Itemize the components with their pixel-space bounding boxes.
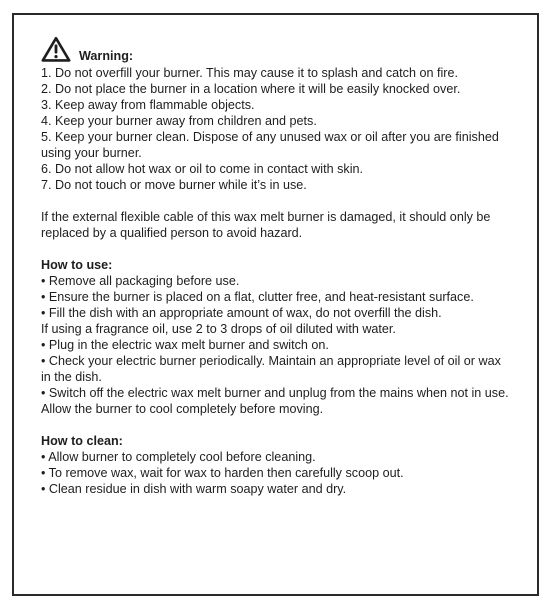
warning-item: 6. Do not allow hot wax or oil to come in contact with skin.: [41, 162, 363, 176]
cable-note: If the external flexible cable of this wax melt burner is damaged, it should only be replaced by a qualified person to avoid hazard.: [41, 210, 491, 240]
warning-title: Warning:: [79, 49, 134, 63]
warning-item: 2. Do not place the burner in a location where it will be easily knocked over.: [41, 82, 461, 96]
how-to-clean-title: How to clean:: [41, 434, 123, 448]
how-to-clean-section: [41, 433, 511, 497]
warning-header: [41, 35, 511, 62]
warning-triangle-icon: [41, 36, 71, 62]
how-to-use-item: If using a fragrance oil, use 2 to 3 drops of oil diluted with water.: [41, 322, 396, 336]
warning-list: [41, 65, 511, 193]
how-to-clean-item: • Clean residue in dish with warm soapy water and dry.: [41, 482, 347, 496]
how-to-use-item: • Check your electric burner periodically. Maintain an appropriate level of oil or wax in the dish.: [41, 354, 501, 384]
warning-item: 4. Keep your burner away from children and pets.: [41, 114, 317, 128]
instructions-content: [41, 35, 511, 497]
spacer: [41, 193, 511, 209]
how-to-use-item: • Switch off the electric wax melt burner and unplug from the mains when not in use. Allow the burner to cool completely before moving.: [41, 386, 509, 416]
spacer: [41, 241, 511, 257]
how-to-use-item: • Fill the dish with an appropriate amount of wax, do not overfill the dish.: [41, 306, 442, 320]
how-to-use-title: How to use:: [41, 258, 113, 272]
how-to-clean-item: • To remove wax, wait for wax to harden then carefully scoop out.: [41, 466, 404, 480]
warning-item: 7. Do not touch or move burner while it’s in use.: [41, 178, 307, 192]
how-to-use-section: [41, 257, 511, 417]
warning-item: 1. Do not overfill your burner. This may cause it to splash and catch on fire.: [41, 66, 458, 80]
how-to-use-item: • Ensure the burner is placed on a flat, clutter free, and heat-resistant surface.: [41, 290, 474, 304]
how-to-use-item: • Remove all packaging before use.: [41, 274, 240, 288]
how-to-use-item: • Plug in the electric wax melt burner and switch on.: [41, 338, 329, 352]
warning-item: 3. Keep away from flammable objects.: [41, 98, 255, 112]
spacer: [41, 417, 511, 433]
how-to-clean-item: • Allow burner to completely cool before cleaning.: [41, 450, 316, 464]
warning-item: 5. Keep your burner clean. Dispose of any unused wax or oil after you are finished using your burner.: [41, 130, 499, 160]
